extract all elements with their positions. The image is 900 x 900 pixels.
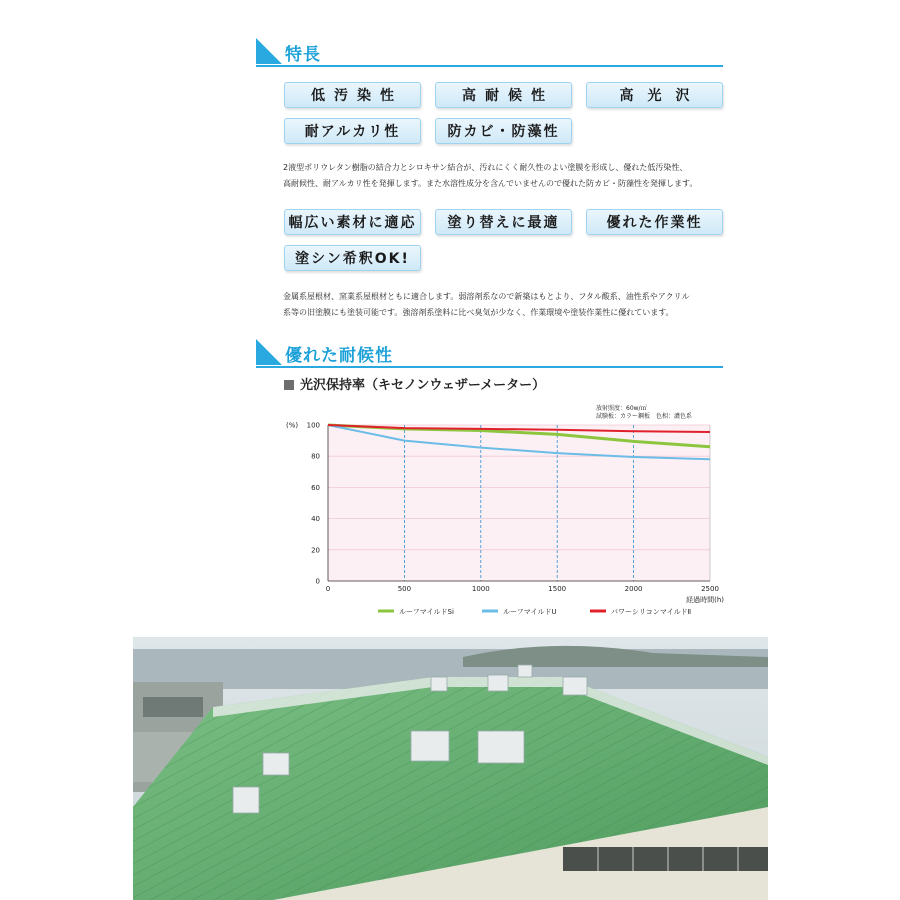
y-tick-label: 40 [311, 515, 320, 524]
y-tick-label: 0 [315, 577, 320, 586]
x-tick-label: 0 [325, 585, 331, 593]
features-paragraph [283, 160, 743, 192]
building-window [143, 697, 203, 717]
chart-title [284, 374, 545, 393]
chart-note: 放射照度：60w/㎡ [596, 405, 647, 412]
section-rule [256, 65, 723, 67]
ventilator [563, 677, 587, 695]
roof-photo [133, 637, 768, 900]
x-tick-label: 2000 [624, 585, 643, 593]
legend-label: ルーフマイルドU [503, 608, 557, 616]
badge-high-gloss: 高 光 沢 [586, 82, 723, 108]
ventilator [233, 787, 259, 813]
paragraph-line: 系等の旧塗膜にも塗装可能です。強溶剤系塗料に比べ臭気が少なく、作業環境や塗装作業性に優れています。 [283, 308, 674, 317]
triangle-marker-icon [256, 38, 282, 64]
section-title: 特長 [285, 45, 321, 65]
badge-repaint: 塗り替えに最適 [435, 209, 572, 235]
section-title: 優れた耐候性 [285, 346, 393, 366]
ventilator [411, 731, 449, 761]
badge-antifungal: 防カビ・防藻性 [435, 118, 572, 144]
ventilator [431, 677, 447, 691]
triangle-marker-icon [256, 339, 282, 365]
section-header-weather [256, 339, 723, 369]
ventilator [263, 753, 289, 775]
y-tick-label: 20 [311, 546, 320, 555]
badge-thinner-ok: 塗シン希釈OK! [284, 245, 421, 271]
section-rule [256, 366, 723, 368]
ventilator [518, 665, 532, 677]
x-axis-label: 経過時間(h) [686, 596, 724, 604]
badge-workability: 優れた作業性 [586, 209, 723, 235]
square-bullet-icon [284, 380, 294, 390]
legend-label: パワーシリコンマイルドⅡ [611, 608, 692, 616]
x-tick-label: 500 [397, 585, 412, 593]
ventilator [488, 675, 508, 691]
paragraph-line: 高耐候性、耐アルカリ性を発揮します。また水溶性成分を含んでいませんので優れた防カビ・防藻性を発揮します。 [283, 179, 698, 188]
paragraph-line: 2液型ポリウレタン樹脂の結合力とシロキサン結合が、汚れにくく耐久性のよい塗膜を形成し、優れた低汚染性、 [283, 163, 688, 172]
badge-low-contamination: 低汚染性 [284, 82, 421, 108]
legend-label: ルーフマイルドSi [399, 608, 454, 616]
y-tick-label: 100 [306, 421, 320, 430]
badge-alkali-resistance: 耐アルカリ性 [284, 118, 421, 144]
x-tick-label: 1500 [548, 585, 567, 593]
chart-note: 試験板：カラー鋼板 色相：濃色系 [596, 413, 693, 420]
section-header-features [256, 38, 723, 68]
paragraph-line: 金属系屋根材、窯業系屋根材ともに適合します。弱溶剤系なので新築はもとより、フタル酸系、油性系やアクリル [283, 292, 690, 301]
x-tick-label: 1000 [471, 585, 490, 593]
x-tick-label: 2500 [701, 585, 719, 593]
badge-wide-materials: 幅広い素材に適応 [284, 209, 421, 235]
y-tick-label: 80 [311, 452, 320, 461]
materials-paragraph [283, 289, 743, 321]
gloss-retention-chart [270, 398, 740, 623]
plot-area [328, 425, 710, 581]
chart-title-text: 光沢保持率（キセノンウェザーメーター） [300, 378, 546, 393]
y-axis-label: (%) [286, 421, 299, 430]
wall-windows [563, 847, 768, 871]
y-tick-label: 60 [311, 483, 320, 492]
ventilator [478, 731, 524, 763]
badge-weather-resistance: 高耐候性 [435, 82, 572, 108]
